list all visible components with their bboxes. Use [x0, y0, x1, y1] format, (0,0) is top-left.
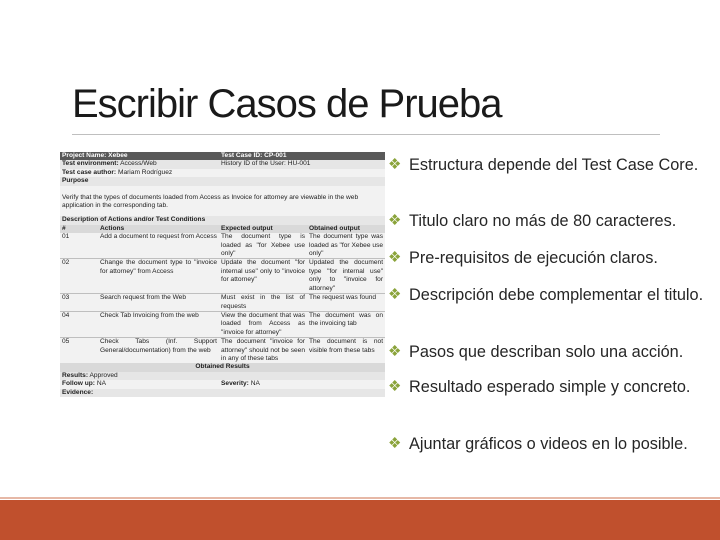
- diamond-bullet-icon: ❖: [388, 286, 402, 303]
- row-obtained: The document type was loaded as "for Xebee use only": [309, 233, 384, 258]
- row-action: Add a document to request from Access: [98, 233, 219, 259]
- list-item: ❖ Pasos que describan solo una acción.: [388, 343, 684, 361]
- row-expected: The document "invoice for attorney" should not be seen in any of these tabs: [221, 338, 306, 362]
- list-item: ❖ Estructura depende del Test Case Core.: [388, 156, 699, 174]
- footer-accent-line: [0, 497, 720, 499]
- table-row: [60, 233, 385, 259]
- row-obtained: Updated the document type "for internal use" only to "invoice for attorney": [309, 259, 384, 292]
- test-case-id: Test Case ID: CP-001: [219, 152, 385, 160]
- diamond-bullet-icon: ❖: [388, 435, 402, 452]
- obtained-results-header: Obtained Results: [60, 363, 385, 371]
- test-case-table: [60, 152, 385, 397]
- row-obtained: The request was found: [307, 294, 385, 312]
- list-item: ❖ Ajuntar gráficos o videos en lo posible.: [388, 435, 688, 453]
- row-num: 04: [60, 311, 98, 337]
- table-row: [60, 259, 385, 294]
- table-row: [60, 338, 385, 364]
- list-item: ❖ Pre-requisitos de ejecución claros.: [388, 249, 658, 267]
- description-label: Description of Actions and/or Test Conditions: [60, 216, 385, 224]
- row-action: Search request from the Web: [98, 294, 219, 312]
- row-expected: View the document that was loaded from Access as "invoice for attorney": [221, 311, 306, 336]
- col-header-obtained: Obtained output: [307, 225, 385, 233]
- row-num: 02: [60, 259, 98, 294]
- evidence-label: Evidence:: [60, 389, 385, 397]
- row-obtained: The document was on the invoicing tab: [307, 311, 385, 337]
- list-item: ❖ Descripción debe complementar el titulo.: [388, 286, 704, 304]
- diamond-bullet-icon: ❖: [388, 212, 402, 229]
- col-header-expected: Expected output: [219, 225, 307, 233]
- test-case-author: Test case author: Mariam Rodríguez: [60, 169, 219, 177]
- project-name: Project Name: Xebee: [60, 152, 219, 160]
- row-action: Change the document type to "invoice for attorney" from Access: [98, 259, 219, 294]
- purpose-text: Verify that the types of documents loaded from Access as Invoice for attorney are viewable in the web application in the corresponding tab.: [60, 186, 385, 217]
- purpose-label: Purpose: [60, 177, 385, 185]
- results-row: Results: Approved: [60, 372, 385, 380]
- col-header-num: #: [60, 225, 98, 233]
- diamond-bullet-icon: ❖: [388, 378, 402, 395]
- row-num: 01: [60, 233, 98, 259]
- diamond-bullet-icon: ❖: [388, 249, 402, 266]
- row-num: 05: [60, 338, 98, 364]
- test-environment: Test environment: Access/Web: [60, 160, 219, 168]
- title-divider: [72, 134, 660, 135]
- row-obtained: The document is not visible from these tabs: [307, 338, 385, 364]
- severity: Severity: NA: [219, 380, 385, 388]
- table-row: [60, 294, 385, 312]
- footer-bar: [0, 500, 720, 540]
- history-id: History ID of the User: HU-001: [219, 160, 385, 168]
- diamond-bullet-icon: ❖: [388, 156, 402, 173]
- table-row: [60, 311, 385, 337]
- slide-title: Escribir Casos de Prueba: [72, 82, 502, 126]
- row-expected: Must exist in the list of requests: [221, 294, 306, 310]
- row-expected: Update the document "for internal use" only to "invoice for attorney": [219, 259, 307, 294]
- row-action: Check Tabs (Inf. Support General/documentation) from the web: [98, 338, 219, 364]
- col-header-actions: Actions: [98, 225, 219, 233]
- list-item: ❖ Resultado esperado simple y concreto.: [388, 378, 691, 396]
- row-num: 03: [60, 294, 98, 312]
- follow-up: Follow up: NA: [60, 380, 219, 388]
- diamond-bullet-icon: ❖: [388, 343, 402, 360]
- row-expected: The document type is loaded as "for Xebee use only": [221, 233, 306, 258]
- list-item: ❖ Titulo claro no más de 80 caracteres.: [388, 212, 677, 230]
- row-action: Check Tab Invoicing from the web: [98, 311, 219, 337]
